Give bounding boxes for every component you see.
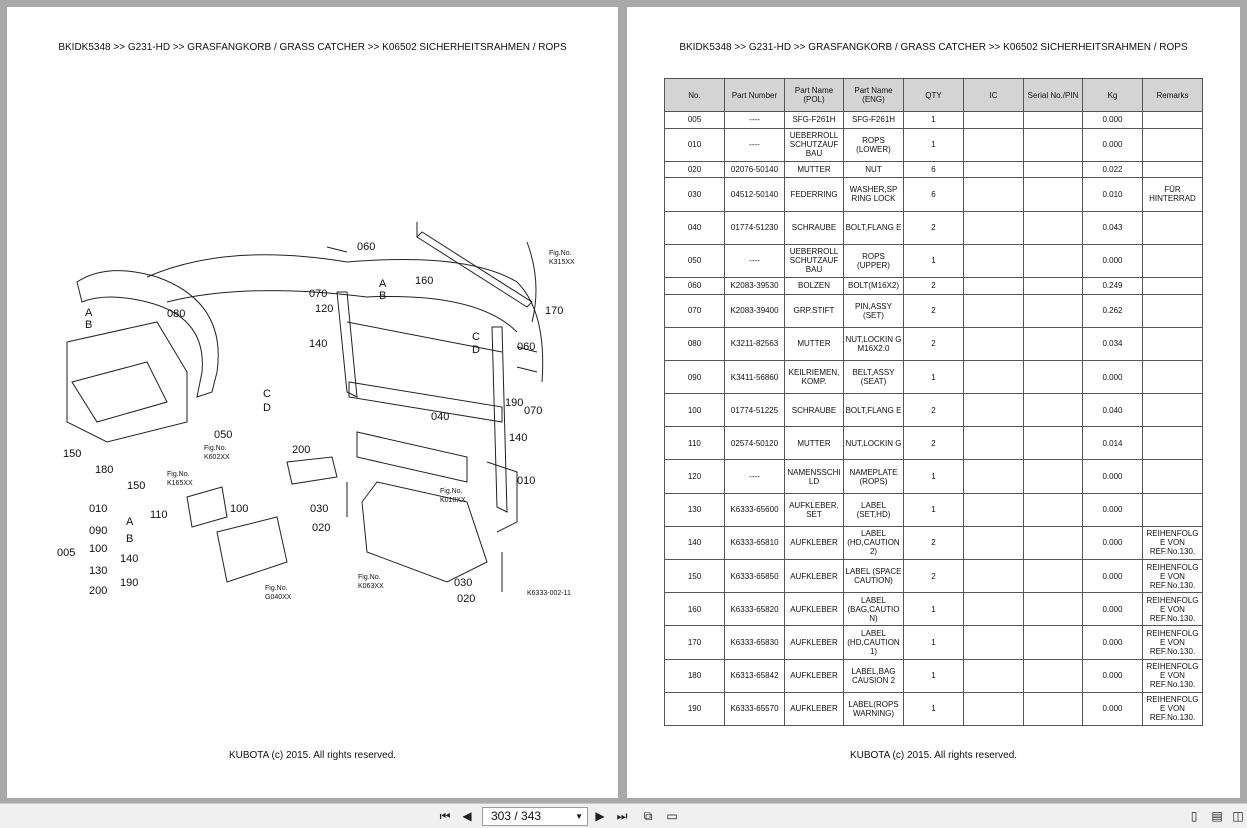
table-cell: BOLZEN <box>785 277 844 294</box>
table-cell: 040 <box>665 211 725 244</box>
table-cell: REIHENFOLG E VON REF.No.130. <box>1143 526 1203 559</box>
table-cell <box>1143 427 1203 460</box>
table-row <box>665 394 1203 427</box>
table-row <box>665 626 1203 659</box>
table-cell <box>1024 593 1083 626</box>
table-cell: K6333-65600 <box>725 493 785 526</box>
table-cell <box>1024 277 1083 294</box>
copyright-footer: KUBOTA (c) 2015. All rights reserved. <box>228 750 397 761</box>
table-row <box>665 493 1203 526</box>
page-indicator: 303 / 343 <box>491 809 542 823</box>
callout-170: 170 <box>545 305 564 317</box>
table-cell: 180 <box>665 659 725 692</box>
parts-table <box>664 78 1203 726</box>
legend-190: 190 <box>120 577 139 589</box>
table-cell: 1 <box>904 244 964 277</box>
table-cell: K6333-65570 <box>725 692 785 725</box>
table-cell: 0.034 <box>1083 327 1143 360</box>
table-cell <box>964 294 1024 327</box>
callout-070: 070 <box>309 288 328 300</box>
table-cell: NAMEPLATE (ROPS) <box>844 460 904 493</box>
marker-d: D <box>263 402 271 414</box>
table-cell: 0.000 <box>1083 493 1143 526</box>
parts-table-body <box>665 112 1203 726</box>
table-cell <box>964 360 1024 393</box>
callout-080: 080 <box>167 308 186 320</box>
callout-150: 150 <box>63 448 82 460</box>
table-cell: 170 <box>665 626 725 659</box>
table-cell: 2 <box>904 394 964 427</box>
parts-diagram <box>47 222 577 617</box>
drawing-id: K6333-002-11 <box>527 590 571 597</box>
table-cell <box>1024 692 1083 725</box>
table-cell: K6333-65810 <box>725 526 785 559</box>
callout-020-b: 020 <box>457 593 476 605</box>
marker-a: A <box>85 307 93 319</box>
table-cell <box>964 178 1024 211</box>
table-cell: 0.000 <box>1083 659 1143 692</box>
table-row <box>665 294 1203 327</box>
table-cell <box>964 626 1024 659</box>
table-cell: AUFKLEBER <box>785 526 844 559</box>
table-cell: BOLT(M16X2) <box>844 277 904 294</box>
table-cell <box>1143 294 1203 327</box>
table-cell <box>1024 112 1083 129</box>
table-cell: 1 <box>904 493 964 526</box>
table-cell: 160 <box>665 593 725 626</box>
table-cell: 030 <box>665 178 725 211</box>
legend-a: A <box>126 516 134 528</box>
table-cell: 020 <box>665 161 725 178</box>
table-cell: AUFKLEBER, SET <box>785 493 844 526</box>
table-row <box>665 112 1203 129</box>
table-cell: UEBERROLL SCHUTZAUF BAU <box>785 128 844 161</box>
table-cell <box>964 493 1024 526</box>
fig-ref-k315xx: K315XX <box>549 259 575 266</box>
table-cell <box>964 460 1024 493</box>
table-cell <box>964 211 1024 244</box>
table-cell: K6333-65850 <box>725 560 785 593</box>
table-cell: AUFKLEBER <box>785 659 844 692</box>
table-cell: 6 <box>904 178 964 211</box>
table-cell: LABEL (HD,CAUTION 2) <box>844 526 904 559</box>
table-cell: 01774-51225 <box>725 394 785 427</box>
table-cell: 0.000 <box>1083 526 1143 559</box>
table-cell: REIHENFOLG E VON REF.No.130. <box>1143 659 1203 692</box>
table-cell: MUTTER <box>785 427 844 460</box>
table-cell: K2083-39400 <box>725 294 785 327</box>
fig-ref-g040xx: G040XX <box>265 594 292 601</box>
table-cell: 02574-50120 <box>725 427 785 460</box>
table-row <box>665 560 1203 593</box>
two-page-icon[interactable]: ◫ <box>1232 809 1244 823</box>
table-cell <box>964 112 1024 129</box>
table-cell <box>964 593 1024 626</box>
table-cell: BOLT,FLANG E <box>844 394 904 427</box>
table-cell <box>1024 526 1083 559</box>
table-cell: 1 <box>904 360 964 393</box>
breadcrumb: BKIDK5348 >> G231-HD >> GRASFANGKORB / GRASS CATCHER >> K06502 SICHERHEITSRAHMEN / ROPS <box>58 42 567 53</box>
col-part-name-pol: Part Name (POL) <box>785 79 844 112</box>
table-cell: K6313-65842 <box>725 659 785 692</box>
table-cell: 190 <box>665 692 725 725</box>
callout-140-b: 140 <box>509 432 528 444</box>
legend-100: 100 <box>89 543 108 555</box>
table-cell <box>1024 360 1083 393</box>
callout-040: 040 <box>431 411 450 423</box>
table-row <box>665 427 1203 460</box>
marker-b: B <box>85 319 93 331</box>
table-cell: 010 <box>665 128 725 161</box>
callout-160: 160 <box>415 275 434 287</box>
table-cell: 1 <box>904 112 964 129</box>
table-cell: SFG-F261H <box>844 112 904 129</box>
col-kg: Kg <box>1083 79 1143 112</box>
table-cell: 100 <box>665 394 725 427</box>
col-qty: QTY <box>904 79 964 112</box>
table-cell: SFG-F261H <box>785 112 844 129</box>
table-cell <box>1143 493 1203 526</box>
legend-090: 090 <box>89 525 108 537</box>
table-cell: ---- <box>725 460 785 493</box>
table-cell: 2 <box>904 560 964 593</box>
table-cell <box>1024 211 1083 244</box>
table-cell <box>1024 460 1083 493</box>
table-cell: 140 <box>665 526 725 559</box>
fig-ref-k063xx: K063XX <box>358 583 384 590</box>
table-cell <box>964 277 1024 294</box>
table-row <box>665 244 1203 277</box>
table-cell: 1 <box>904 128 964 161</box>
table-cell <box>1024 394 1083 427</box>
callout-120: 120 <box>315 303 334 315</box>
legend-200: 200 <box>89 585 108 597</box>
table-cell: 1 <box>904 460 964 493</box>
table-row <box>665 211 1203 244</box>
table-cell <box>964 128 1024 161</box>
legend-010: 010 <box>89 503 108 515</box>
fig-ref-k010xx: K010XX <box>440 497 466 504</box>
table-cell <box>1024 244 1083 277</box>
table-cell <box>1024 659 1083 692</box>
table-cell: 0.010 <box>1083 178 1143 211</box>
fit-width-icon[interactable]: ▭ <box>666 809 678 823</box>
table-cell: AUFKLEBER <box>785 626 844 659</box>
table-cell: WASHER,SP RING LOCK <box>844 178 904 211</box>
table-cell: 0.000 <box>1083 360 1143 393</box>
table-cell: MUTTER <box>785 161 844 178</box>
table-cell: 110 <box>665 427 725 460</box>
table-cell: 1 <box>904 626 964 659</box>
single-page-icon[interactable]: ▯ <box>1190 809 1198 823</box>
prev-page-icon[interactable]: ◀ <box>462 809 472 823</box>
table-cell: AUFKLEBER <box>785 593 844 626</box>
fig-no-label: Fig.No. <box>204 445 227 452</box>
callout-200: 200 <box>292 444 311 456</box>
table-cell: REIHENFOLG E VON REF.No.130. <box>1143 560 1203 593</box>
table-cell: ---- <box>725 244 785 277</box>
table-cell: 0.022 <box>1083 161 1143 178</box>
table-cell: 2 <box>904 277 964 294</box>
table-row <box>665 659 1203 692</box>
table-cell: 0.000 <box>1083 626 1143 659</box>
table-cell <box>1024 161 1083 178</box>
copyright-footer: KUBOTA (c) 2015. All rights reserved. <box>849 750 1018 761</box>
callout-050: 050 <box>214 429 233 441</box>
callout-140: 140 <box>309 338 328 350</box>
callout-150-b: 150 <box>127 480 146 492</box>
callout-100: 100 <box>230 503 249 515</box>
table-cell: LABEL(ROPS WARNING) <box>844 692 904 725</box>
table-cell: 070 <box>665 294 725 327</box>
table-cell <box>964 327 1024 360</box>
col-remarks: Remarks <box>1143 79 1203 112</box>
table-cell: FÜR HINTERRAD <box>1143 178 1203 211</box>
table-cell <box>1024 128 1083 161</box>
table-cell: 01774-51230 <box>725 211 785 244</box>
callout-190: 190 <box>505 397 524 409</box>
table-cell: BOLT,FLANG E <box>844 211 904 244</box>
marker-d: D <box>472 344 480 356</box>
fit-page-icon[interactable]: ⧉ <box>643 809 653 823</box>
table-cell: K6333-65820 <box>725 593 785 626</box>
table-cell: NUT,LOCKIN G M16X2.0 <box>844 327 904 360</box>
table-cell <box>964 161 1024 178</box>
table-cell <box>1143 211 1203 244</box>
table-cell: 02076-50140 <box>725 161 785 178</box>
col-part-number: Part Number <box>725 79 785 112</box>
table-row <box>665 178 1203 211</box>
table-cell: 080 <box>665 327 725 360</box>
table-cell: 120 <box>665 460 725 493</box>
table-cell <box>1143 460 1203 493</box>
fig-ref-k165xx: K165XX <box>167 480 193 487</box>
table-cell <box>1024 178 1083 211</box>
table-cell: 090 <box>665 360 725 393</box>
table-cell: SCHRAUBE <box>785 394 844 427</box>
table-row <box>665 128 1203 161</box>
table-cell <box>1024 294 1083 327</box>
table-cell <box>1143 360 1203 393</box>
table-cell <box>964 659 1024 692</box>
table-cell: FEDERRING <box>785 178 844 211</box>
first-page-icon[interactable]: ⏮ <box>439 809 451 823</box>
fig-no-label: Fig.No. <box>549 250 572 257</box>
table-cell: 6 <box>904 161 964 178</box>
table-row <box>665 277 1203 294</box>
table-cell <box>1024 327 1083 360</box>
table-cell <box>1143 327 1203 360</box>
chevron-down-icon: ▼ <box>575 812 583 821</box>
table-row <box>665 692 1203 725</box>
fig-ref-k602xx: K602XX <box>204 454 230 461</box>
table-cell: 1 <box>904 692 964 725</box>
table-cell: 0.040 <box>1083 394 1143 427</box>
table-cell: 0.249 <box>1083 277 1143 294</box>
table-cell: SCHRAUBE <box>785 211 844 244</box>
table-cell: REIHENFOLG E VON REF.No.130. <box>1143 626 1203 659</box>
table-cell <box>1143 277 1203 294</box>
marker-c: C <box>472 331 480 343</box>
callout-110: 110 <box>150 509 168 521</box>
table-cell: 005 <box>665 112 725 129</box>
continuous-page-icon[interactable]: ▤ <box>1211 809 1223 823</box>
table-cell: AUFKLEBER <box>785 692 844 725</box>
table-cell: 1 <box>904 593 964 626</box>
callout-060: 060 <box>357 241 376 253</box>
table-cell <box>1024 493 1083 526</box>
table-cell: 2 <box>904 427 964 460</box>
table-cell: 130 <box>665 493 725 526</box>
table-cell: PIN,ASSY (SET) <box>844 294 904 327</box>
table-cell <box>1024 626 1083 659</box>
fig-no-label: Fig.No. <box>167 471 190 478</box>
table-cell <box>964 692 1024 725</box>
table-cell: MUTTER <box>785 327 844 360</box>
table-cell <box>964 526 1024 559</box>
table-cell: BELT,ASSY (SEAT) <box>844 360 904 393</box>
table-cell: 0.000 <box>1083 593 1143 626</box>
table-cell <box>1024 427 1083 460</box>
table-cell: 0.000 <box>1083 128 1143 161</box>
marker-c: C <box>263 388 271 400</box>
table-header-row <box>665 79 1203 112</box>
table-cell: 050 <box>665 244 725 277</box>
callout-010: 010 <box>517 475 536 487</box>
table-cell: LABEL (HD,CAUTION 1) <box>844 626 904 659</box>
table-cell: ---- <box>725 128 785 161</box>
table-cell: GRP.STIFT <box>785 294 844 327</box>
next-page-icon[interactable]: ▶ <box>595 809 605 823</box>
table-row <box>665 360 1203 393</box>
table-cell <box>1143 128 1203 161</box>
table-cell: 0.014 <box>1083 427 1143 460</box>
legend-130: 130 <box>89 565 108 577</box>
callout-030: 030 <box>310 503 329 515</box>
table-cell <box>964 244 1024 277</box>
exploded-view-drawing <box>47 222 577 617</box>
table-cell <box>964 427 1024 460</box>
breadcrumb: BKIDK5348 >> G231-HD >> GRASFANGKORB / GRASS CATCHER >> K06502 SICHERHEITSRAHMEN / ROPS <box>679 42 1188 53</box>
callout-030-b: 030 <box>454 577 473 589</box>
table-cell: 0.000 <box>1083 244 1143 277</box>
col-part-name-eng: Part Name (ENG) <box>844 79 904 112</box>
table-cell: ROPS (UPPER) <box>844 244 904 277</box>
table-cell: NUT,LOCKIN G <box>844 427 904 460</box>
table-cell: NUT <box>844 161 904 178</box>
table-cell: ---- <box>725 112 785 129</box>
table-cell: 04512-50140 <box>725 178 785 211</box>
table-cell: K3411-56860 <box>725 360 785 393</box>
table-cell: 2 <box>904 294 964 327</box>
table-cell: 2 <box>904 327 964 360</box>
table-row <box>665 460 1203 493</box>
callout-020: 020 <box>312 522 331 534</box>
table-cell: 0.262 <box>1083 294 1143 327</box>
table-cell: AUFKLEBER <box>785 560 844 593</box>
table-cell: LABEL (SET,HD) <box>844 493 904 526</box>
fig-no-label: Fig.No. <box>265 585 288 592</box>
table-cell: UEBERROLL SCHUTZAUF BAU <box>785 244 844 277</box>
table-row <box>665 327 1203 360</box>
table-cell: LABEL,BAG CAUSION 2 <box>844 659 904 692</box>
legend-005: 005 <box>57 547 76 559</box>
table-cell: K3211-82563 <box>725 327 785 360</box>
table-cell: 0.000 <box>1083 112 1143 129</box>
callout-180: 180 <box>95 464 114 476</box>
table-cell: NAMENSSCHI LD <box>785 460 844 493</box>
table-cell: 0.000 <box>1083 560 1143 593</box>
table-cell: KEILRIEMEN, KOMP. <box>785 360 844 393</box>
fig-no-label: Fig.No. <box>440 488 463 495</box>
table-cell: 0.000 <box>1083 460 1143 493</box>
table-cell <box>1143 244 1203 277</box>
col-serial: Serial No./PIN <box>1024 79 1083 112</box>
col-ic: IC <box>964 79 1024 112</box>
right-page <box>627 7 1240 798</box>
last-page-icon[interactable]: ⏭ <box>616 809 628 823</box>
page-number-select[interactable] <box>482 807 588 826</box>
table-cell <box>1143 112 1203 129</box>
table-cell <box>1024 560 1083 593</box>
table-cell: 2 <box>904 526 964 559</box>
table-row <box>665 161 1203 178</box>
fig-no-label: Fig.No. <box>358 574 381 581</box>
left-page <box>7 7 618 798</box>
callout-060-b: 060 <box>517 341 536 353</box>
callout-070-b: 070 <box>524 405 543 417</box>
table-cell: REIHENFOLG E VON REF.No.130. <box>1143 692 1203 725</box>
table-cell: LABEL (SPACE CAUTION) <box>844 560 904 593</box>
table-cell: ROPS (LOWER) <box>844 128 904 161</box>
table-cell <box>1143 161 1203 178</box>
table-cell: 150 <box>665 560 725 593</box>
table-cell: 0.043 <box>1083 211 1143 244</box>
table-cell: 1 <box>904 659 964 692</box>
col-no: No. <box>665 79 725 112</box>
table-cell: LABEL (BAG,CAUTIO N) <box>844 593 904 626</box>
table-cell <box>1143 394 1203 427</box>
table-cell: 0.000 <box>1083 692 1143 725</box>
legend-b: B <box>126 533 134 545</box>
table-cell: 060 <box>665 277 725 294</box>
legend-140: 140 <box>120 553 139 565</box>
table-row <box>665 593 1203 626</box>
table-cell: 2 <box>904 211 964 244</box>
table-cell: K2083-39530 <box>725 277 785 294</box>
marker-b: B <box>379 290 387 302</box>
marker-a: A <box>379 278 387 290</box>
table-cell: K6333-65830 <box>725 626 785 659</box>
table-cell <box>964 560 1024 593</box>
table-row <box>665 526 1203 559</box>
viewer-toolbar <box>0 803 1247 828</box>
table-cell <box>964 394 1024 427</box>
table-cell: REIHENFOLG E VON REF.No.130. <box>1143 593 1203 626</box>
